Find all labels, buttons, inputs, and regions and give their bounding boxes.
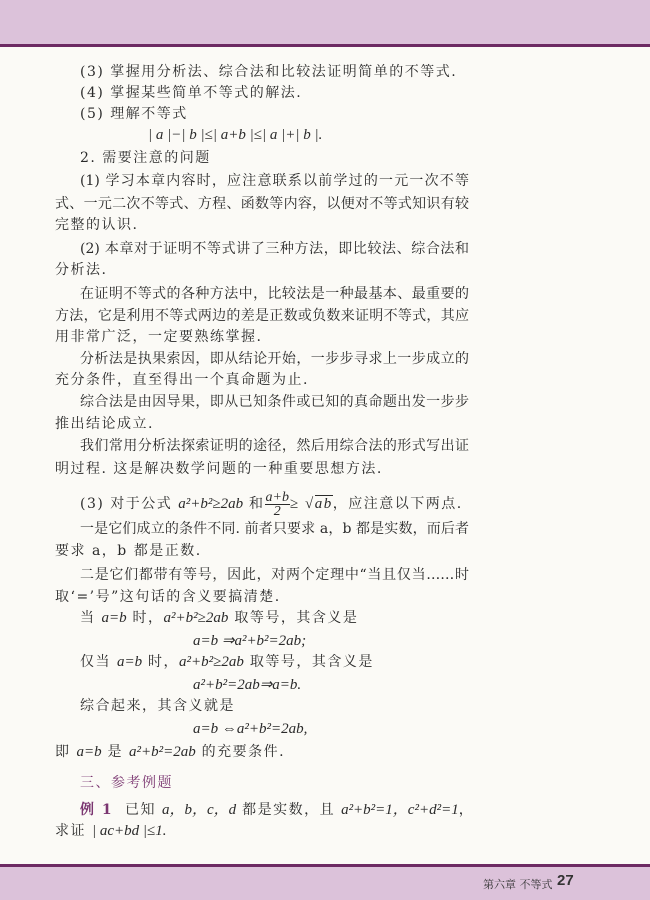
text-line: 分析法. xyxy=(55,262,108,278)
denominator: 2 xyxy=(273,503,281,519)
text-line: 综合法是由因导果，即从已知条件或已知的真命题出发一步步 xyxy=(80,394,469,410)
example-1-line xyxy=(55,820,469,842)
text: 即 xyxy=(55,744,77,760)
text: 的充要条件. xyxy=(195,744,286,760)
math: a²+b²=1，c²+d²=1 xyxy=(341,802,459,818)
text-line: 方法，它是利用不等式两边的差是正数或负数来证明不等式，其应 xyxy=(55,308,469,324)
formula: a²+b²=2ab⇒a=b. xyxy=(193,677,302,693)
fraction xyxy=(265,491,290,518)
text-line: 明过程. 这是解决数学问题的一种重要思想方法. xyxy=(55,461,383,477)
math: | ac+bd |≤1. xyxy=(91,823,167,839)
text: (3) 对于公式 xyxy=(80,496,179,512)
text: 已知 xyxy=(125,802,162,818)
text: 和 xyxy=(243,496,265,512)
text: ，应注意以下两点. xyxy=(332,496,463,512)
text: 都是实数，且 xyxy=(236,802,342,818)
math: a²+b²≥2ab xyxy=(179,654,244,670)
math: a²+b²=2ab xyxy=(128,744,196,760)
math: a，b，c，d xyxy=(161,802,237,818)
text-line: 式、一元二次不等式、方程、函数等内容，以便对不等式知识有较 xyxy=(55,196,469,212)
text-line: 我们常用分析法探索证明的途径，然后用综合法的形式写出证 xyxy=(80,438,469,454)
objective-3: (3) 掌握用分析法、综合法和比较法证明简单的不等式. xyxy=(80,64,458,80)
radicand: ab xyxy=(314,496,333,512)
math: a=b xyxy=(101,610,127,626)
subheading-notes: 2. 需要注意的问题 xyxy=(80,150,211,166)
text: 时， xyxy=(126,610,164,626)
text-line: 一是它们成立的条件不同. 前者只要求 a，b 都是实数，而后者 xyxy=(80,521,469,537)
sqrt xyxy=(290,495,333,512)
math: a=b xyxy=(76,744,102,760)
text: 取等号，其含义是 xyxy=(228,610,359,626)
sqrt-sign: ≥ √ xyxy=(290,496,315,512)
text-line: 二是它们都带有等号，因此，对两个定理中“当且仅当……时 xyxy=(80,567,469,583)
header-band xyxy=(0,0,650,44)
text-line: 完整的认识. xyxy=(55,217,139,233)
text: 取等号，其含义是 xyxy=(243,654,374,670)
text-line: 在证明不等式的各种方法中，比较法是一种最基本、最重要的 xyxy=(80,286,469,302)
text-line xyxy=(55,741,469,763)
text-line xyxy=(80,607,469,629)
math: a²+b²≥2ab xyxy=(178,496,244,512)
text-line: 要求 a，b 都是正数. xyxy=(55,543,202,559)
text: 求证 xyxy=(55,823,92,839)
text-line: 推出结论成立. xyxy=(55,416,154,432)
numerator: a+b xyxy=(265,489,289,505)
text-line: 用非常广泛，一定要熟练掌握. xyxy=(55,329,263,345)
text: 仅当 xyxy=(80,654,117,670)
text: 时， xyxy=(142,654,180,670)
example-1-line xyxy=(80,799,475,821)
text: 是 xyxy=(101,744,129,760)
page-number: 27 xyxy=(557,872,574,889)
text-line: 综合起来，其含义就是 xyxy=(80,698,235,714)
text-line: 取‘=’号”这句话的含义要搞清楚. xyxy=(55,589,281,605)
objective-4: (4) 掌握某些简单不等式的解法. xyxy=(80,85,303,101)
text-line xyxy=(80,651,469,673)
formula: a=b ⇒a²+b²=2ab; xyxy=(193,633,307,649)
text-line: (2) 本章对于证明不等式讲了三种方法，即比较法、综合法和 xyxy=(80,241,469,257)
objective-5: (5) 理解不等式 xyxy=(80,106,188,122)
text: ， xyxy=(458,802,475,818)
example-label: 例 1 xyxy=(80,802,114,818)
text-line: 充分条件，直至得出一个真命题为止. xyxy=(55,372,309,388)
math: a=b xyxy=(116,654,143,670)
formula-note-line xyxy=(80,489,469,519)
chapter-title: 第六章 不等式 xyxy=(483,878,553,891)
math: a²+b²≥2ab xyxy=(163,610,229,626)
footer xyxy=(0,866,650,900)
text-line: (1) 学习本章内容时，应注意联系以前学过的一元一次不等 xyxy=(80,173,469,189)
text: 当 xyxy=(80,610,102,626)
text-line: 分析法是执果索因，即从结论开始，一步步寻求上一步成立的 xyxy=(80,351,469,367)
section-heading: 三、参考例题 xyxy=(80,775,173,791)
header-rule xyxy=(0,44,650,47)
formula: a=b ⇔a²+b²=2ab, xyxy=(193,721,308,737)
inequality-formula: | a |−| b |≤| a+b |≤| a |+| b |. xyxy=(148,127,323,143)
